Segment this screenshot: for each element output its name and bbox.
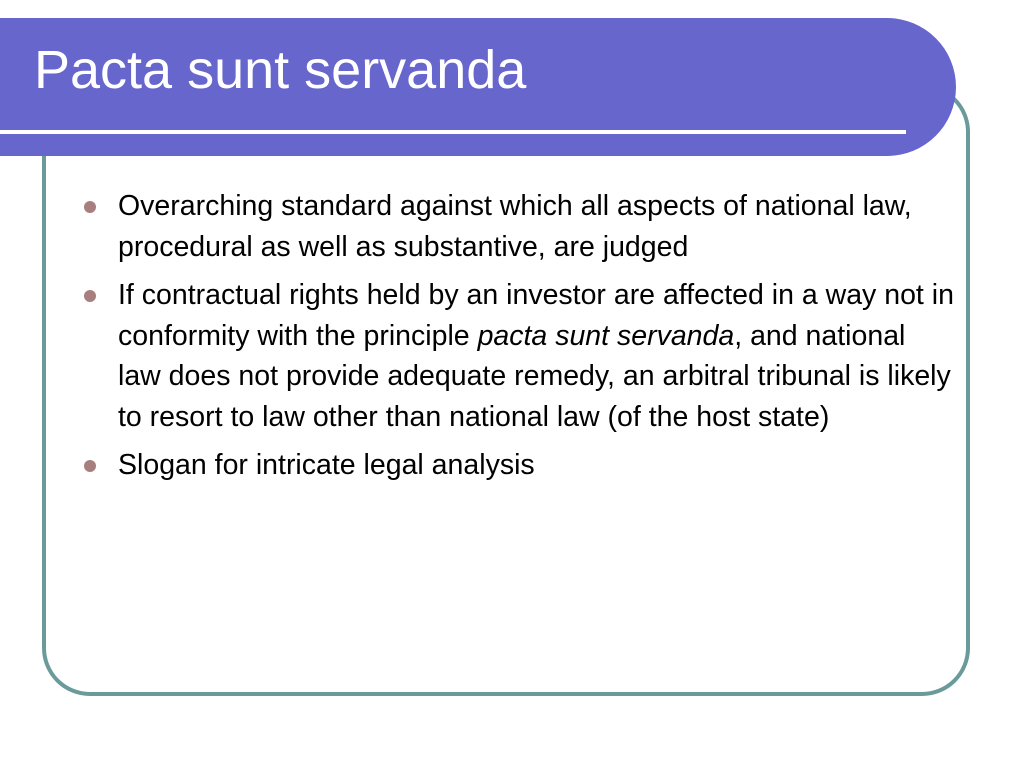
- bullet-text-before: If contractual rights held by an investor are affected in a way not in conformity with the principle: [118, 279, 954, 352]
- bullet-list: [84, 186, 954, 494]
- bullet-item: [84, 445, 954, 486]
- bullet-text: Overarching standard against which all aspects of national law, procedural as well as substantive, are judged: [118, 190, 912, 263]
- bullet-text-italic: pacta sunt servanda: [477, 319, 735, 352]
- slide-title: Pacta sunt servanda: [34, 40, 527, 100]
- bullet-text: [118, 279, 954, 433]
- bullet-dot-icon: [84, 460, 96, 472]
- bullet-dot-icon: [84, 290, 96, 302]
- bullet-item: [84, 186, 954, 267]
- bullet-dot-icon: [84, 201, 96, 213]
- title-underline: [0, 130, 906, 134]
- bullet-item: [84, 275, 954, 437]
- bullet-text-after: , and national law does not provide adequate remedy, an arbitral tribunal is likely to resort to law other than national law (of the host state): [118, 319, 951, 433]
- bullet-text: Slogan for intricate legal analysis: [118, 449, 535, 481]
